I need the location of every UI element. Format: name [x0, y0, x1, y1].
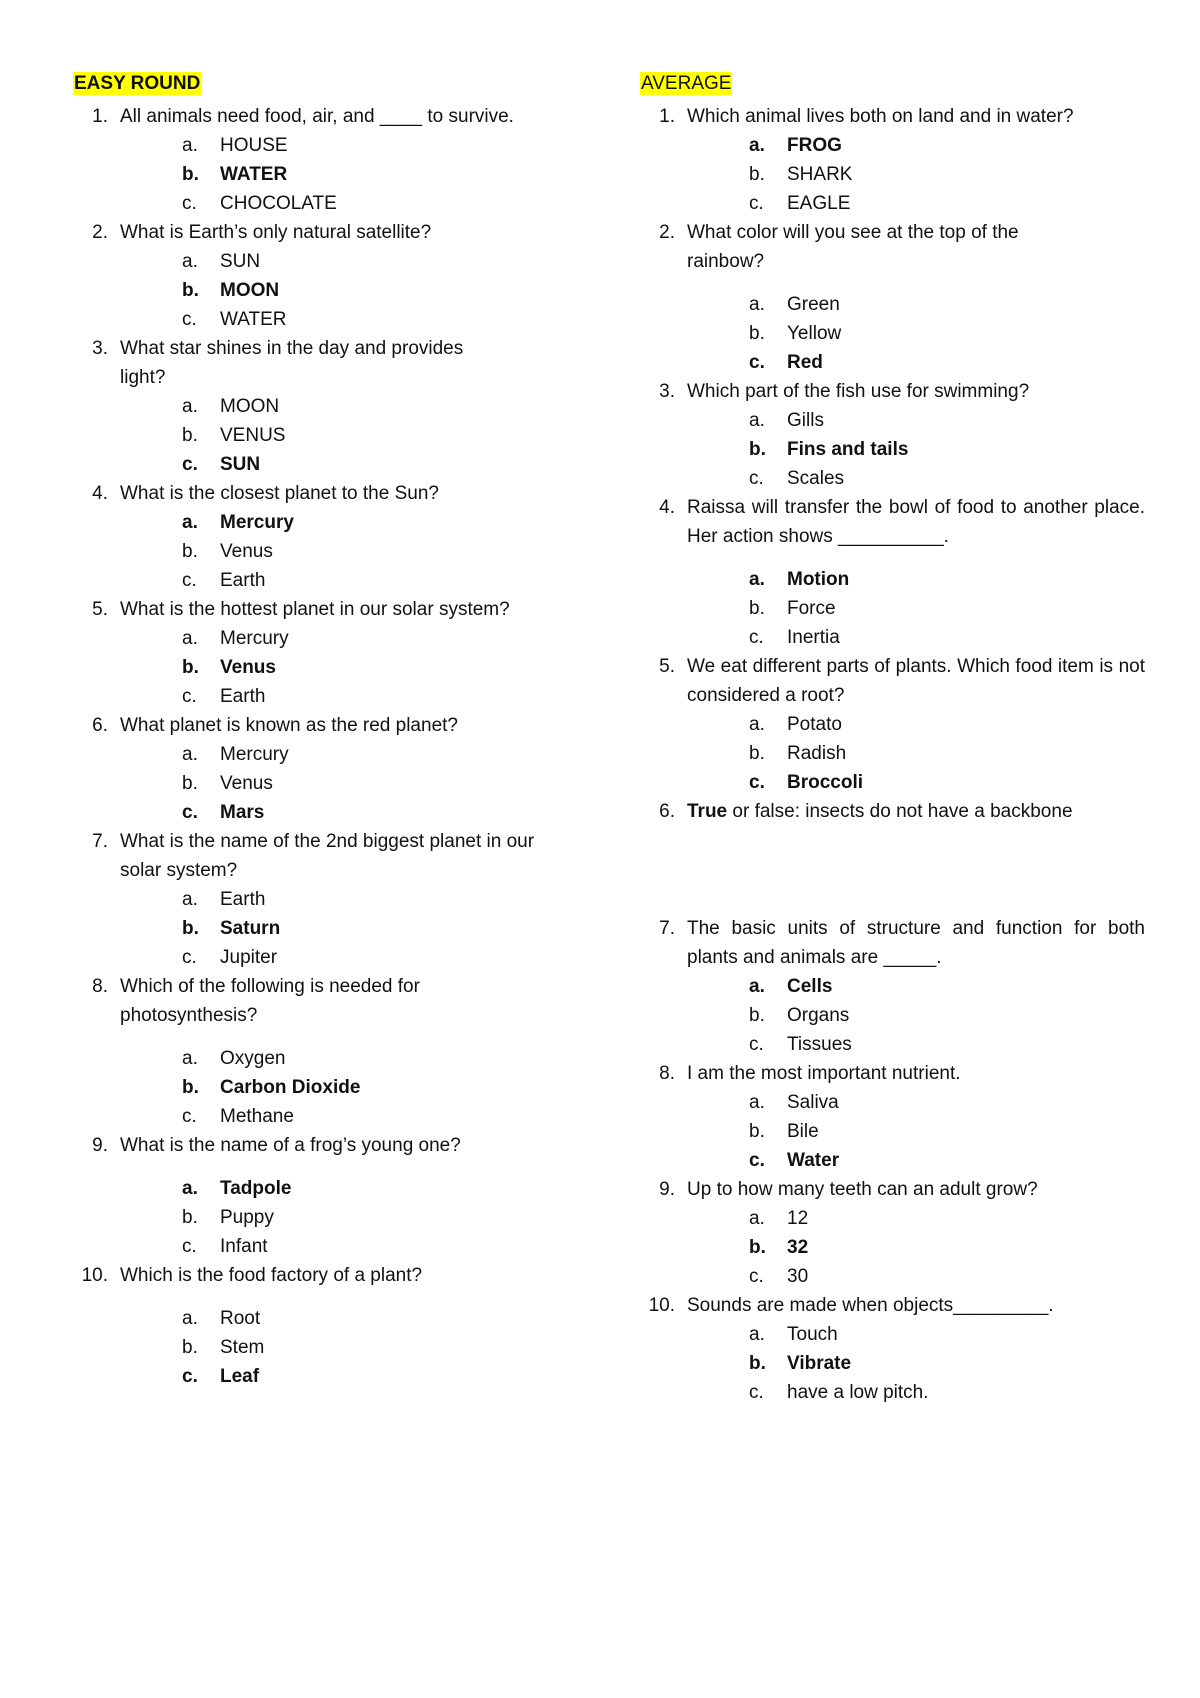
- option-text: Inertia: [787, 627, 840, 648]
- average-question-6: [640, 797, 1145, 826]
- question-number: 1.: [92, 106, 108, 127]
- question-text: What star shines in the day and provides light?: [120, 338, 464, 388]
- easy-question-6: [73, 711, 573, 827]
- option-letter: b.: [182, 541, 198, 562]
- option-text-correct: Motion: [787, 569, 850, 590]
- option-letter: c.: [749, 1034, 764, 1055]
- easy-question-8: [73, 972, 573, 1131]
- option-letter: b.: [749, 323, 765, 344]
- option-text: WATER: [220, 309, 287, 330]
- question-number: 6.: [659, 801, 675, 822]
- option-text: Venus: [220, 541, 273, 562]
- option-text-correct: Cells: [787, 976, 833, 997]
- option-text: have a low pitch.: [787, 1382, 929, 1403]
- option-text: CHOCOLATE: [220, 193, 337, 214]
- easy-round-column: [73, 72, 573, 1391]
- question-text: Which of the following is needed for photosynthesis?: [120, 976, 420, 1026]
- average-question-1: [640, 102, 1145, 218]
- option-letter: b.: [182, 280, 199, 301]
- option-letter: c.: [182, 193, 197, 214]
- option-text: VENUS: [220, 425, 286, 446]
- option-letter: b.: [749, 743, 765, 764]
- option-text: Puppy: [220, 1207, 274, 1228]
- question-text: What is the closest planet to the Sun?: [120, 483, 439, 504]
- option-text-correct: Fins and tails: [787, 439, 909, 460]
- option-text: SHARK: [787, 164, 853, 185]
- option-text-correct: Tadpole: [220, 1178, 292, 1199]
- option-letter: c.: [749, 468, 764, 489]
- option-text: Mercury: [220, 744, 289, 765]
- question-number: 5.: [92, 599, 108, 620]
- option-letter: c.: [749, 772, 765, 793]
- option-text-correct: FROG: [787, 135, 842, 156]
- option-letter: a.: [182, 396, 198, 417]
- easy-question-4: [73, 479, 573, 595]
- option-letter: c.: [182, 802, 198, 823]
- option-letter: a.: [749, 976, 765, 997]
- option-letter: c.: [749, 627, 764, 648]
- question-text: What is the name of the 2nd biggest planet in our solar system?: [120, 831, 535, 881]
- option-letter: a.: [182, 1308, 198, 1329]
- option-text: Mercury: [220, 628, 289, 649]
- option-text-correct: Carbon Dioxide: [220, 1077, 361, 1098]
- option-text-correct: Water: [787, 1150, 840, 1171]
- option-text: Potato: [787, 714, 842, 735]
- question-text: The basic units of structure and function for both plants and animals are _____.: [687, 918, 1145, 968]
- option-letter: a.: [749, 714, 765, 735]
- question-number: 7.: [659, 918, 675, 939]
- question-number: 3.: [659, 381, 675, 402]
- question-text: Sounds are made when objects_________.: [687, 1295, 1054, 1316]
- option-letter: a.: [182, 1178, 198, 1199]
- option-letter: a.: [182, 889, 198, 910]
- option-letter: c.: [182, 454, 198, 475]
- option-text-correct: WATER: [220, 164, 288, 185]
- option-text-correct: Broccoli: [787, 772, 864, 793]
- option-letter: a.: [182, 744, 198, 765]
- option-letter: b.: [182, 1337, 198, 1358]
- option-text-correct: Mars: [220, 802, 265, 823]
- question-number: 8.: [659, 1063, 675, 1084]
- question-number: 2.: [659, 222, 675, 243]
- option-letter: b.: [749, 1353, 766, 1374]
- option-letter: a.: [749, 1092, 765, 1113]
- option-text: Earth: [220, 570, 266, 591]
- option-letter: a.: [182, 512, 198, 533]
- option-letter: a.: [182, 1048, 198, 1069]
- option-letter: b.: [749, 439, 766, 460]
- option-letter: c.: [182, 309, 197, 330]
- option-text-correct: Leaf: [220, 1366, 260, 1387]
- option-text-correct: Red: [787, 352, 823, 373]
- question-number: 5.: [659, 656, 675, 677]
- question-text: [687, 797, 1145, 826]
- option-letter: c.: [182, 1106, 197, 1127]
- question-text: What color will you see at the top of the rainbow?: [687, 222, 1019, 272]
- option-letter: b.: [749, 598, 765, 619]
- easy-question-9: [73, 1131, 573, 1261]
- option-text: Yellow: [787, 323, 842, 344]
- option-letter: c.: [182, 1236, 197, 1257]
- option-letter: a.: [749, 410, 765, 431]
- option-letter: c.: [749, 1266, 764, 1287]
- question-text: What planet is known as the red planet?: [120, 715, 458, 736]
- option-text: Scales: [787, 468, 845, 489]
- option-text: Radish: [787, 743, 847, 764]
- average-question-4: [640, 493, 1145, 652]
- average-question-5: [640, 652, 1145, 797]
- option-letter: b.: [182, 773, 198, 794]
- option-letter: b.: [182, 1207, 198, 1228]
- easy-question-3: [73, 334, 573, 479]
- option-letter: c.: [182, 1366, 198, 1387]
- option-letter: a.: [182, 251, 198, 272]
- question-number: 10.: [81, 1265, 108, 1286]
- option-text-correct: SUN: [220, 454, 261, 475]
- option-letter: a.: [749, 1208, 765, 1229]
- option-text-correct: 32: [787, 1237, 809, 1258]
- question-text: Up to how many teeth can an adult grow?: [687, 1179, 1038, 1200]
- option-letter: c.: [749, 1382, 764, 1403]
- option-text: Gills: [787, 410, 824, 431]
- option-text-correct: Mercury: [220, 512, 294, 533]
- question-number: 10.: [648, 1295, 675, 1316]
- question-number: 8.: [92, 976, 108, 997]
- question-text: Which is the food factory of a plant?: [120, 1265, 423, 1286]
- question-number: 2.: [92, 222, 108, 243]
- option-text: Earth: [220, 686, 266, 707]
- question-text: Raissa will transfer the bowl of food to another place. Her action shows __________.: [687, 497, 1145, 547]
- option-letter: b.: [749, 1237, 766, 1258]
- option-letter: a.: [749, 135, 765, 156]
- easy-question-1: [73, 102, 573, 218]
- question-text: What is Earth’s only natural satellite?: [120, 222, 432, 243]
- option-text: Tissues: [787, 1034, 852, 1055]
- question-text: All animals need food, air, and ____ to survive.: [120, 106, 514, 127]
- average-question-2: [640, 218, 1145, 377]
- option-text: MOON: [220, 396, 280, 417]
- option-letter: a.: [749, 569, 765, 590]
- option-text: Organs: [787, 1005, 850, 1026]
- option-letter: a.: [182, 628, 198, 649]
- option-letter: b.: [182, 164, 199, 185]
- question-text-rest: or false: insects do not have a backbone: [727, 801, 1073, 822]
- option-letter: b.: [749, 1005, 765, 1026]
- question-text: What is the name of a frog’s young one?: [120, 1135, 461, 1156]
- option-letter: a.: [182, 135, 198, 156]
- question-number: 9.: [659, 1179, 675, 1200]
- option-text: EAGLE: [787, 193, 851, 214]
- average-question-8: [640, 1059, 1145, 1175]
- option-text: Venus: [220, 773, 273, 794]
- option-letter: c.: [749, 193, 764, 214]
- question-number: 1.: [659, 106, 675, 127]
- option-letter: b.: [749, 164, 765, 185]
- easy-question-5: [73, 595, 573, 711]
- easy-question-10: [73, 1261, 573, 1391]
- question-text: Which animal lives both on land and in water?: [687, 106, 1074, 127]
- option-letter: b.: [182, 918, 199, 939]
- average-question-3: [640, 377, 1145, 493]
- option-letter: b.: [182, 657, 199, 678]
- question-text: We eat different parts of plants. Which food item is not considered a root?: [687, 656, 1145, 706]
- question-text: Which part of the fish use for swimming?: [687, 381, 1030, 402]
- option-text: Infant: [220, 1236, 268, 1257]
- option-text: Bile: [787, 1121, 819, 1142]
- average-question-10: [640, 1291, 1145, 1407]
- option-letter: c.: [749, 352, 765, 373]
- question-text: I am the most important nutrient.: [687, 1063, 961, 1084]
- option-text: Earth: [220, 889, 266, 910]
- option-text: 30: [787, 1266, 809, 1287]
- option-text: Methane: [220, 1106, 294, 1127]
- option-text: Root: [220, 1308, 261, 1329]
- option-text: Jupiter: [220, 947, 278, 968]
- easy-round-title: EASY ROUND: [74, 73, 201, 94]
- option-text: Saliva: [787, 1092, 839, 1113]
- answer-true: True: [687, 801, 728, 822]
- question-number: 7.: [92, 831, 108, 852]
- question-number: 6.: [92, 715, 108, 736]
- option-letter: c.: [182, 570, 197, 591]
- option-text-correct: MOON: [220, 280, 280, 301]
- question-text: What is the hottest planet in our solar system?: [120, 599, 510, 620]
- option-letter: c.: [182, 686, 197, 707]
- option-letter: b.: [182, 1077, 199, 1098]
- option-text-correct: Venus: [220, 657, 276, 678]
- option-text: Oxygen: [220, 1048, 286, 1069]
- question-number: 9.: [92, 1135, 108, 1156]
- average-round-column: [640, 72, 1145, 1407]
- option-text: 12: [787, 1208, 809, 1229]
- option-letter: c.: [749, 1150, 765, 1171]
- average-round-title: AVERAGE: [641, 73, 732, 94]
- question-number: 3.: [92, 338, 108, 359]
- option-text: SUN: [220, 251, 261, 272]
- option-text: HOUSE: [220, 135, 288, 156]
- option-text: Green: [787, 294, 840, 315]
- option-text: Stem: [220, 1337, 265, 1358]
- option-text: Touch: [787, 1324, 838, 1345]
- easy-question-2: [73, 218, 573, 334]
- option-text-correct: Saturn: [220, 918, 281, 939]
- average-question-9: [640, 1175, 1145, 1291]
- option-letter: a.: [749, 1324, 765, 1345]
- option-text: Force: [787, 598, 836, 619]
- question-number: 4.: [659, 497, 675, 518]
- option-text-correct: Vibrate: [787, 1353, 852, 1374]
- average-question-7: [640, 914, 1145, 1059]
- easy-question-7: [73, 827, 573, 972]
- option-letter: c.: [182, 947, 197, 968]
- question-number: 4.: [92, 483, 108, 504]
- option-letter: a.: [749, 294, 765, 315]
- option-letter: b.: [749, 1121, 765, 1142]
- option-letter: b.: [182, 425, 198, 446]
